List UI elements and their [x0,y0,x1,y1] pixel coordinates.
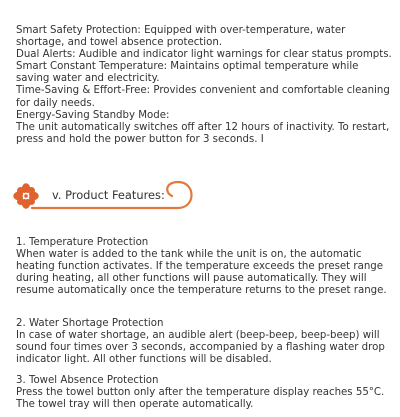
feature-body: Press the towel button only after the temperature display reaches 55°C. The towel tray will then operate automatically. [16,387,385,411]
section-title: v. Product Features: [52,188,165,202]
feature-heading: 1. Temperature Protection [16,237,149,248]
feature-heading: 2. Water Shortage Protection [16,318,164,329]
feature-heading: 3. Towel Absence Protection [16,375,159,386]
feature-temperature-protection [16,237,394,297]
feature-body: When water is added to the tank while the unit is on, the automatic heating function activates. If the temperature exceeds the preset range during heating, all other functions will pause automatically. They will resume automatically once the temperature returns to the preset range. [16,249,387,297]
feature-water-shortage-protection [16,318,394,366]
intro-line-standby-title: Energy-Saving Standby Mode: [16,109,170,121]
intro-text [16,25,394,146]
intro-line-safety: Smart Safety Protection: Equipped with over-temperature, water shortage, and towel absence protection. [16,25,346,49]
intro-line-standby-body: The unit automatically switches off after 12 hours of inactivity. To restart, press and hold the power button for 3 seconds. I [16,121,390,145]
flower-icon [12,182,40,210]
intro-line-alerts: Dual Alerts: Audible and indicator light warnings for clear status prompts. [16,49,392,61]
intro-line-time-saving: Time-Saving & Effort-Free: Provides convenient and comfortable cleaning for daily needs. [16,85,390,109]
feature-towel-absence-protection [16,375,394,411]
feature-body: In case of water shortage, an audible alert (beep-beep, beep-beep) will sound four times over 3 seconds, accompanied by a flashing water drop indicator light. All other functions will be disabled. [16,330,385,366]
intro-line-temperature: Smart Constant Temperature: Maintains optimal temperature while saving water and electricity. [16,61,359,85]
section-header [12,178,198,220]
